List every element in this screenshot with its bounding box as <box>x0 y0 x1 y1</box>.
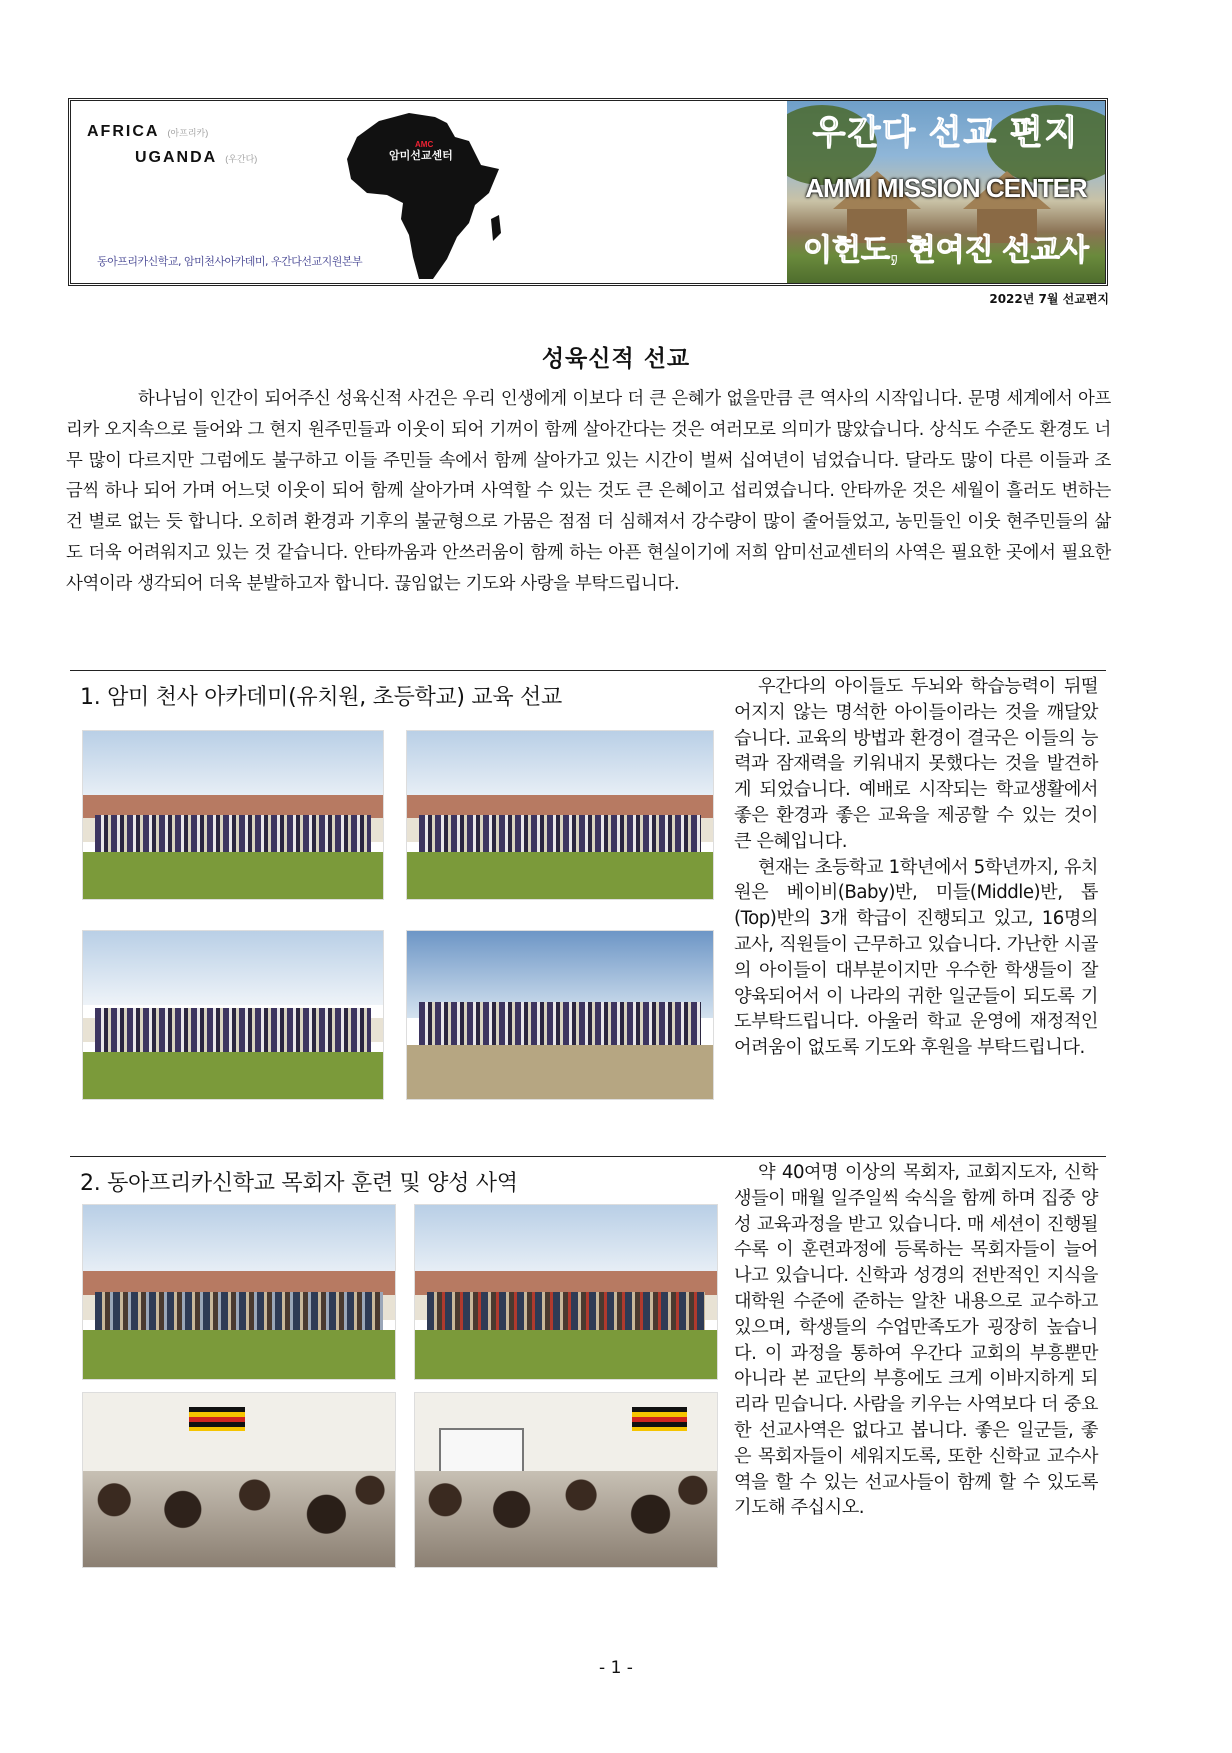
africa-korean-label: (아프리카) <box>167 128 209 138</box>
letter-date: 2022년 7월 선교편지 <box>989 292 1109 306</box>
banner-title: 우간다 선교 편지 <box>812 114 1080 152</box>
africa-label: AFRICA <box>87 123 160 140</box>
school-photo-2 <box>406 730 714 900</box>
africa-map-logo <box>339 107 509 285</box>
section-2-heading: 2. 동아프리카신학교 목회자 훈련 및 양성 사역 <box>80 1171 518 1196</box>
banner-motto: 동아프리카신학교, 암미천사아카데미, 우간다선교지원본부 <box>97 255 363 268</box>
classroom-photo-2 <box>414 1392 718 1568</box>
map-badge: AMC <box>415 140 434 149</box>
seminary-photo-1 <box>82 1204 396 1380</box>
section-1-text <box>734 674 1098 1061</box>
page-number: - 1 - <box>599 1658 633 1678</box>
section-2-paragraph-1: 약 40여명 이상의 목회자, 교회지도자, 신학생들이 매월 일주일씩 숙식을 함께 하며 집중 양성 교육과정을 받고 있습니다. 매 세션이 진행될수록 이 훈련과정에 등록하는 목회자들이 늘어나고 있습니다. 신학과 성경의 전반적인 지식을 대학원 수준에 준하는 알찬 내용으로 교수하고 있으며, 학생들의 수업만족도가 굉장히 높습니다. 이 과정을 통하여 우간다 교회의 부흥뿐만 아니라 본 교단의 부흥에도 크게 이바지하게 되리라 믿습니다. 사람을 키우는 사역보다 더 중요한 선교사역은 없다고 봅니다. 좋은 일군들, 좋은 목회자들이 세워지도록, 또한 신학교 교수사역을 할 수 있는 선교사들이 함께 할 수 있도록 기도해 주십시오. <box>734 1162 1098 1519</box>
classroom-photo-1 <box>82 1392 396 1568</box>
section-divider <box>70 1156 1106 1157</box>
banner-center-name: AMMI MISSION CENTER <box>805 173 1087 203</box>
uganda-korean-label: (우간다) <box>225 154 258 164</box>
seminary-photo-2 <box>414 1204 718 1380</box>
banner-missionaries: 이헌도, 현여진 선교사 <box>803 234 1089 267</box>
map-center-name: 암미선교센터 <box>389 149 453 162</box>
section-1-paragraph-1: 우간다의 아이들도 두뇌와 학습능력이 뒤떨어지지 않는 명석한 아이들이라는 것을 깨달았습니다. 교육의 방법과 환경이 결국은 이들의 능력과 잠재력을 키워내지 못했다는 것을 발견하게 되었습니다. 예배로 시작되는 학교생활에서 좋은 환경과 좋은 교육을 제공할 수 있는 것이 큰 은혜입니다. <box>734 676 1098 852</box>
school-photo-1 <box>82 730 384 900</box>
intro-paragraph: 하나님이 인간이 되어주신 성육신적 사건은 우리 인생에게 이보다 더 큰 은혜가 없을만큼 큰 역사의 시작입니다. 문명 세계에서 아프리카 오지속으로 들어와 그 현지 원주민들과 이웃이 되어 기꺼이 함께 살아간다는 것은 여러모로 의미가 많았습니다. 상식도 수준도 환경도 너무 많이 다르지만 그럼에도 불구하고 이들 주민들 속에서 함께 살아가고 있는 시간이 벌써 십여년이 넘었습니다. 달라도 많이 다른 이들과 조금씩 하나 되어 가며 어느덧 이웃이 되어 함께 살아가며 사역할 수 있는 것도 큰 은혜이고 섭리였습니다. 안타까운 것은 세월이 흘러도 변하는 건 별로 없는 듯 합니다. 오히려 환경과 기후의 불균형으로 가뭄은 점점 더 심해져서 강수량이 많이 줄어들었고, 농민들인 이웃 현주민들의 삶도 더욱 어려워지고 있는 것 같습니다. 안타까움과 안쓰러움이 함께 하는 아픈 현실이기에 저희 암미선교센터의 사역은 필요한 곳에서 필요한 사역이라 생각되어 더욱 분발하고자 합니다. 끊임없는 기도와 사랑을 부탁드립니다. <box>66 389 1111 594</box>
banner-photo <box>787 101 1105 283</box>
uganda-label: UGANDA <box>135 149 218 166</box>
section-1-paragraph-2: 현재는 초등학교 1학년에서 5학년까지, 유치원은 베이비(Baby)반, 미들(Middle)반, 톱(Top)반의 3개 학급이 진행되고 있고, 16명의 교사, 직원들이 근무하고 있습니다. 가난한 시골의 아이들이 대부분이지만 우수한 학생들이 잘 양육되어서 이 나라의 귀한 일군들이 되도록 기도부탁드립니다. 아울러 학교 운영에 재정적인 어려움이 없도록 기도와 후원을 부탁드립니다. <box>734 856 1098 1059</box>
section-divider <box>70 670 1106 671</box>
section-1-heading: 1. 암미 천사 아카데미(유치원, 초등학교) 교육 선교 <box>80 685 562 710</box>
section-2-text <box>734 1160 1098 1521</box>
school-photo-3 <box>82 930 384 1100</box>
page-title: 성육신적 선교 <box>541 346 691 372</box>
school-photo-4 <box>406 930 714 1100</box>
header-banner <box>68 98 1108 286</box>
region-label <box>87 123 257 167</box>
